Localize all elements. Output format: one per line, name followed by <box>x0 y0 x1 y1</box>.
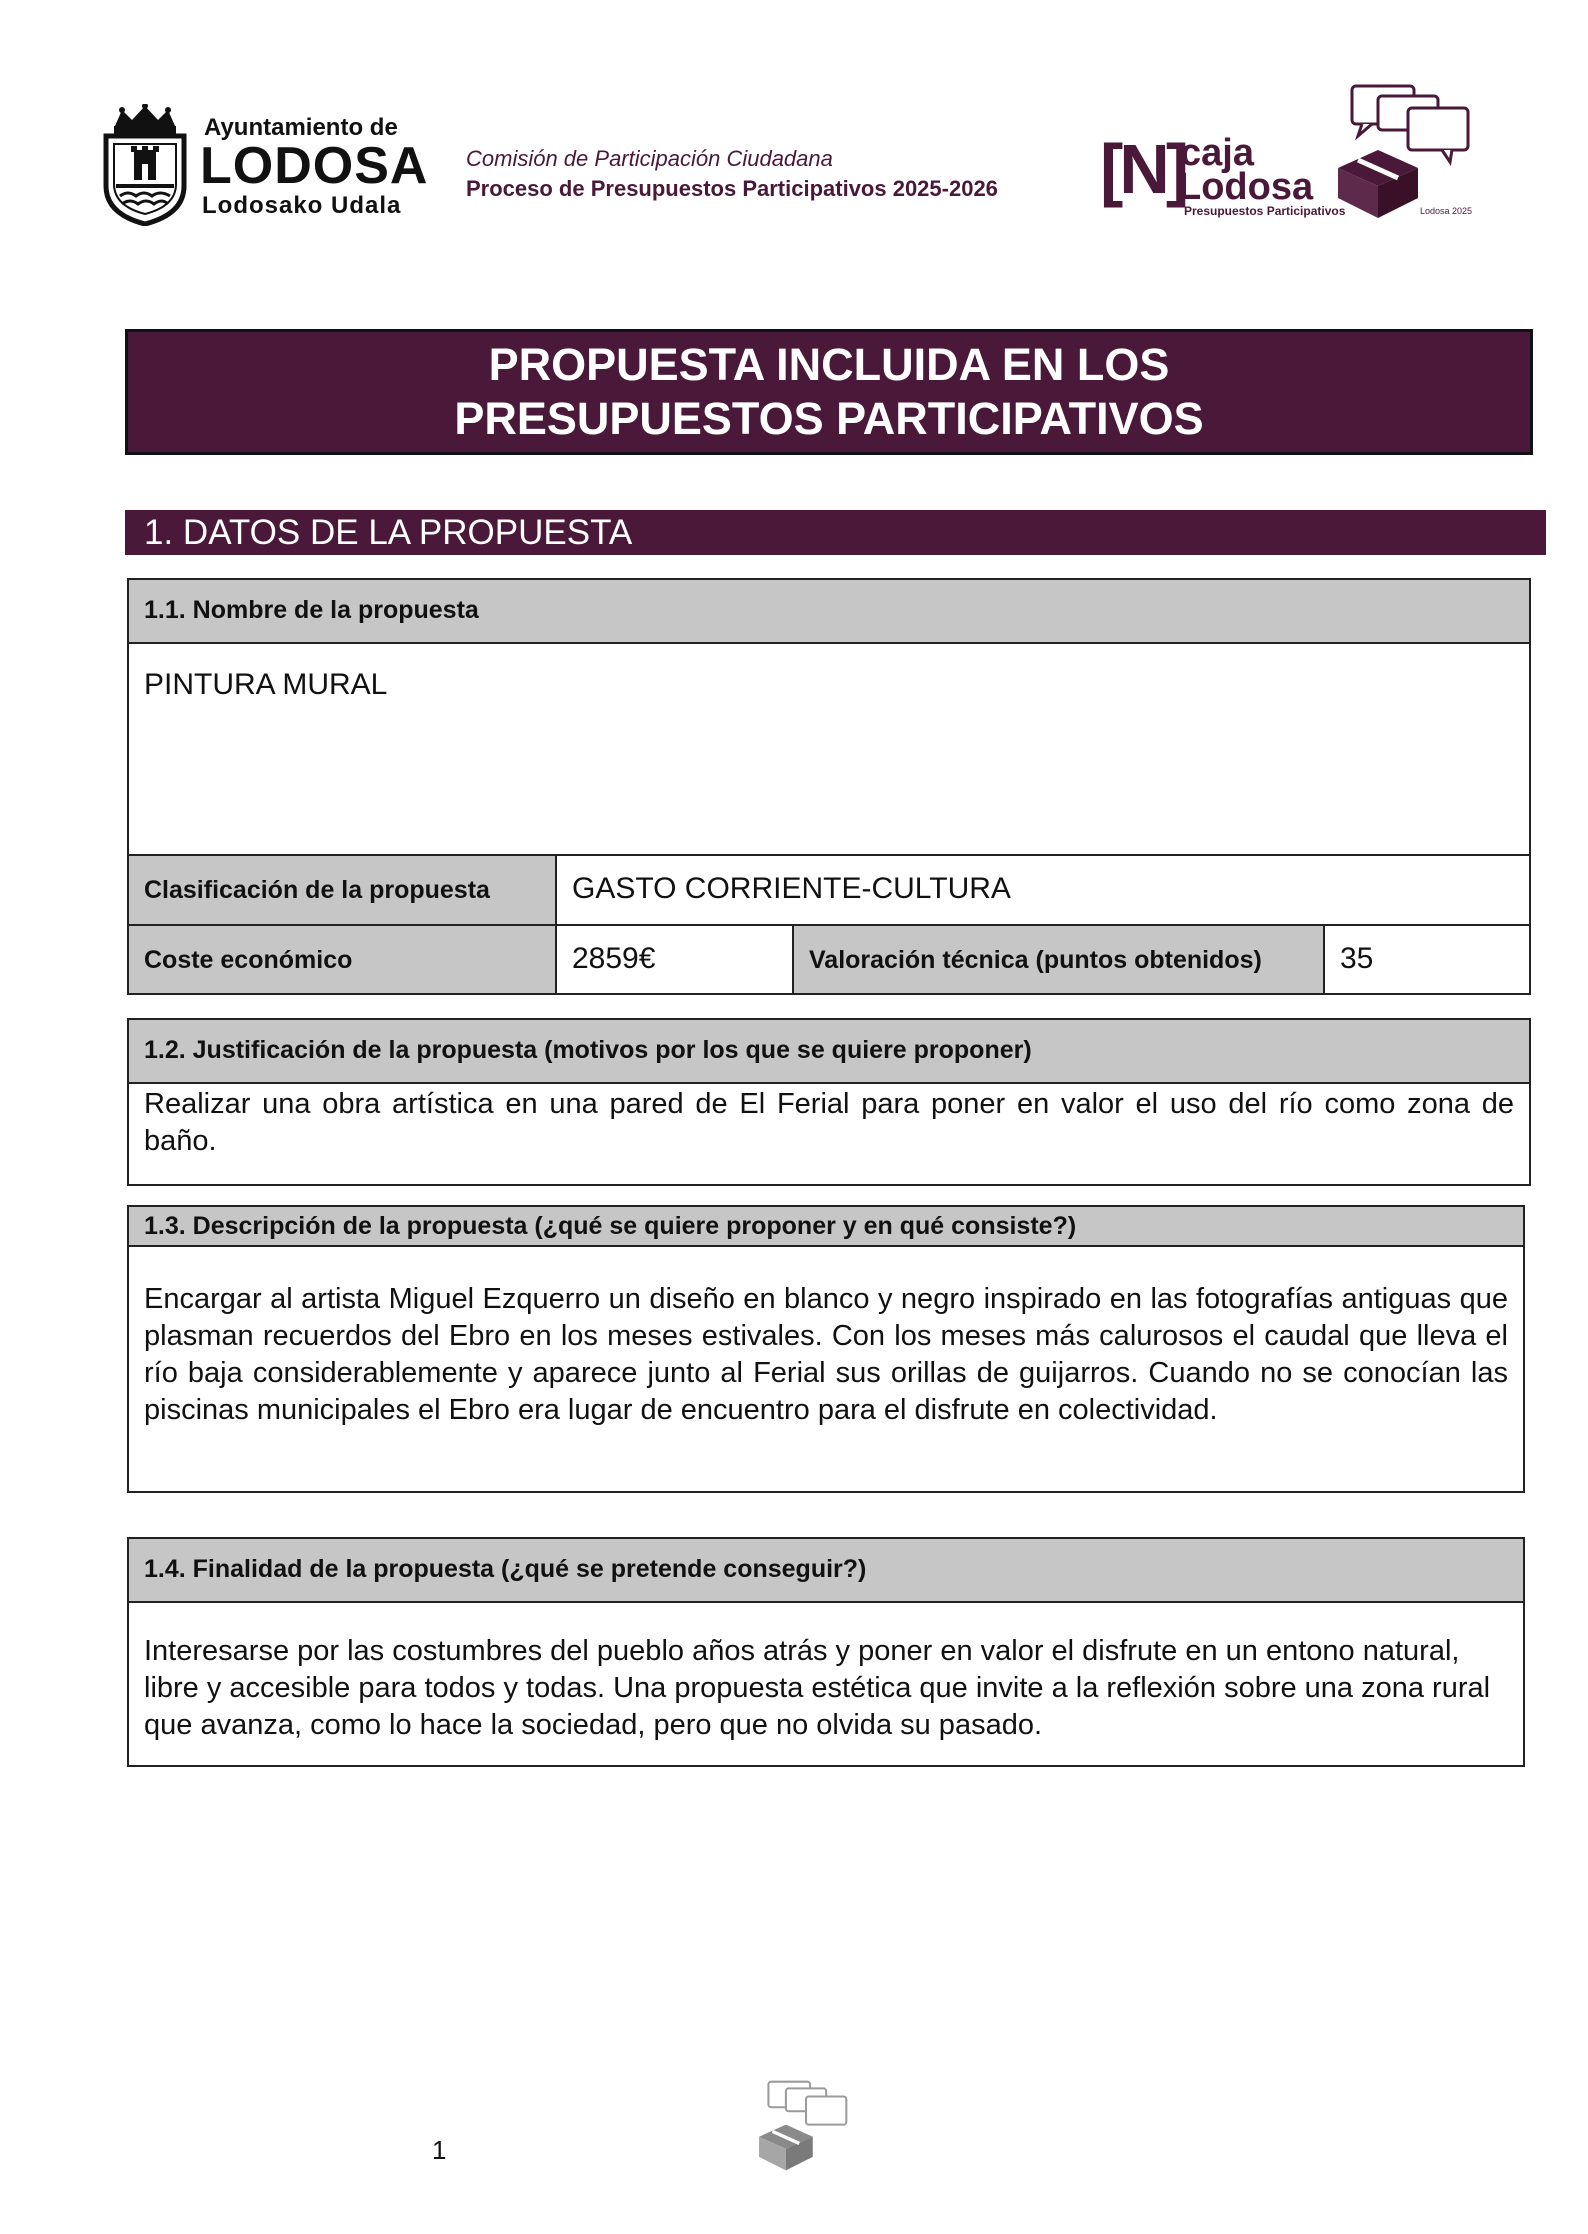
logo-line-1: Ayuntamiento de <box>204 114 398 141</box>
proposal-data-table <box>127 578 1531 995</box>
justification-label: 1.2. Justificación de la propuesta (motivos por los que se quiere proponer) <box>129 1020 1529 1084</box>
cost-value: 2859€ <box>557 924 794 993</box>
logo-tagline: Presupuestos Participativos <box>1184 204 1346 218</box>
purpose-label: 1.4. Finalidad de la propuesta (¿qué se pretende conseguir?) <box>129 1539 1523 1603</box>
section-heading: 1. DATOS DE LA PROPUESTA <box>125 510 1546 555</box>
lodosa-shield-icon <box>100 104 190 226</box>
justification-text: Realizar una obra artística en una pared de El Ferial para poner en valor el uso del río como zona de baño. <box>144 1088 1514 1157</box>
classification-value: GASTO CORRIENTE-CULTURA <box>557 854 1529 924</box>
rating-value: 35 <box>1325 924 1529 993</box>
logo-bracket-n: [N] <box>1100 130 1186 208</box>
logo-word-lodosa: Lodosa <box>1178 166 1314 208</box>
description-table <box>127 1205 1525 1493</box>
process-name: Proceso de Presupuestos Participativos 2025-2026 <box>466 176 998 201</box>
logo-line-3: Lodosako Udala <box>202 192 402 219</box>
name-value: PINTURA MURAL <box>144 668 388 701</box>
rating-label: Valoración técnica (puntos obtenidos) <box>794 924 1325 993</box>
ayuntamiento-lodosa-logo <box>100 100 429 230</box>
logo-line-2: LODOSA <box>200 137 429 195</box>
header-text <box>466 146 998 202</box>
caja-lodosa-logo <box>1100 84 1485 224</box>
document-title: PROPUESTA INCLUIDA EN LOS PRESUPUESTOS PARTICIPATIVOS <box>454 339 1204 444</box>
description-text: Encargar al artista Miguel Ezquerro un diseño en blanco y negro inspirado en las fotografías antiguas que plasman recuerdos del Ebro en los meses estivales. Con los meses más calurosos el caudal que lleva el río baja considerablemente y aparece junto al Ferial sus orillas de guijarros. Cuando no se conocían las piscinas municipales el Ebro era lugar de encuentro para el disfrute en colectividad. <box>144 1283 1508 1426</box>
document-title-box <box>125 329 1533 455</box>
logo-word-caja: caja <box>1180 132 1254 174</box>
purpose-table <box>127 1537 1525 1767</box>
page-number: 1 <box>432 2135 447 2165</box>
purpose-text: Interesarse por las costumbres del pueblo años atrás y poner en valor el disfrute en un entono natural, libre y accesible para todos y todas. Una propuesta estética que invite a la reflexión sobre una zona rural que avanza, como lo hace la sociedad, pero que no olvida su pasado. <box>144 1635 1491 1741</box>
logo-year: Lodosa 2025 <box>1420 206 1473 216</box>
commission-name: Comisión de Participación Ciudadana <box>466 146 833 171</box>
description-label: 1.3. Descripción de la propuesta (¿qué se quiere proponer y en qué consiste?) <box>129 1207 1523 1247</box>
cost-label: Coste económico <box>129 924 557 993</box>
speech-bubbles-box-icon <box>755 2080 849 2172</box>
classification-label: Clasificación de la propuesta <box>129 854 557 924</box>
speech-bubbles-box-icon <box>1332 84 1472 220</box>
justification-table <box>127 1018 1531 1186</box>
name-label: 1.1. Nombre de la propuesta <box>129 580 1529 644</box>
